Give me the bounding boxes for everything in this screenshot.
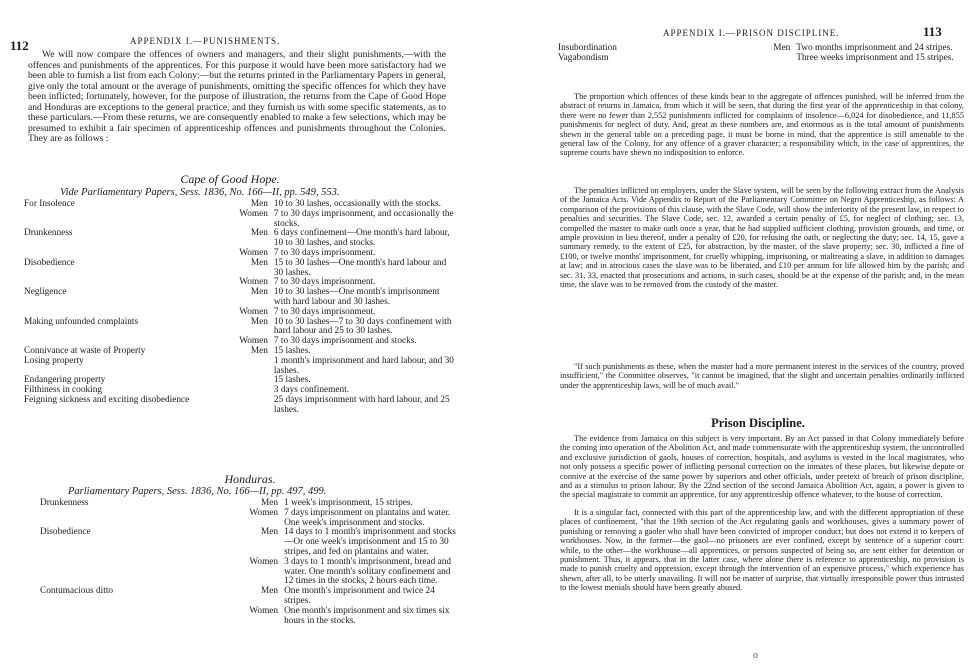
punishment-row	[40, 509, 460, 529]
offence-cell: Drunkenness	[40, 498, 89, 508]
punishment-row	[24, 288, 454, 308]
cape-source: Vide Parliamentary Papers, Sess. 1836, No. 166—II, pp. 549, 553.	[60, 187, 340, 198]
signature-mark: o	[753, 650, 758, 661]
sex-cell: Men	[261, 527, 279, 538]
punishment-cell: 15 lashes.	[273, 345, 311, 356]
sex-cell: Men	[250, 257, 268, 268]
offence-cell: Drunkenness	[24, 228, 73, 239]
offence-cell	[40, 558, 227, 587]
punishment-row	[40, 607, 460, 627]
punishment-cell: 14 days to 1 month's imprisonment and stocks—Or one week's imprisonment and 15 to 30 stripes, and fed on plantains and water.	[284, 527, 456, 557]
offence-cell: Contumacious ditto	[40, 586, 114, 597]
honduras-heading: Honduras.	[224, 472, 276, 486]
sex-cell: Men	[250, 287, 268, 298]
sex-cell: Men	[250, 199, 268, 209]
sex-cell: Women	[249, 556, 279, 567]
page-number-right: 113	[923, 24, 942, 39]
sex-cell: Men	[773, 43, 791, 53]
sex-cell	[215, 396, 274, 416]
sex-cell: Men	[250, 228, 268, 239]
honduras-table-body	[40, 499, 460, 626]
offence-cell	[24, 210, 215, 230]
offence-cell: Negligence	[24, 287, 67, 298]
punishment-cell: 3 days to 1 month's imprisonment, bread and water. One month's solitary confinement and 12 times in the stocks, 2 hours each time.	[284, 556, 452, 587]
offence-cell: Connivance at waste of Property	[24, 345, 146, 356]
offence-cell: Filthiness in cooking	[24, 385, 102, 396]
punishment-row	[40, 587, 460, 607]
punishment-cell: 6 days confinement—One month's hard labour, 10 to 30 lashes, and stocks.	[273, 228, 450, 249]
punishment-cell: 10 to 30 lashes—7 to 30 days confinement with hard labour and 25 to 30 lashes.	[273, 316, 452, 337]
sex-cell	[740, 54, 796, 64]
paragraph-4: The evidence from Jamaica on this subject is very important. By an Act passed in that Colony immediately before the coming into operation of the Abolition Act, and made commensurate with the apprenticeship system, the uncontrolled and exclusive jurisdiction of gaols, houses of correction, hospitals, and asylums is vested in the local magistrates, who not only possess a specific power of inflicting personal correction on the inmates of these places, but likewise depute or connive at the exercise of the same power by superiors and other officials, under pretext of breach of prison discipline, and as a stimulus to prison labour. By the 22nd section of the second Jamaica Abolition Act, again, a power is given to the special magistrate to commit an apprentice, for any apprenticeship offence whatever, to the house of correction.	[560, 434, 964, 500]
cape-table-body	[24, 200, 454, 416]
punishment-row	[24, 396, 454, 416]
sex-cell: Women	[239, 247, 268, 258]
offence-cell: Insubordination	[558, 43, 617, 53]
punishment-cell: 7 to 30 days imprisonment.	[273, 247, 376, 258]
punishment-row	[40, 558, 460, 587]
offence-cell: Disobedience	[24, 257, 75, 268]
running-head-right: APPENDIX I.—PRISON DISCIPLINE.	[663, 28, 840, 38]
sex-cell: Men	[250, 345, 268, 356]
punishment-row	[24, 318, 454, 338]
punishment-cell: Two months imprisonment and 24 stripes.	[796, 43, 953, 53]
sex-cell: Women	[239, 306, 268, 317]
sex-cell: Women	[239, 277, 268, 288]
sex-cell	[215, 376, 274, 386]
sex-cell: Women	[239, 336, 268, 347]
offence-cell	[40, 607, 227, 627]
offence-cell: Vagabondism	[558, 52, 609, 63]
punishment-cell: 10 to 30 lashes—One month's imprisonment with hard labour and 30 lashes.	[273, 287, 440, 307]
punishment-cell: 7 to 30 days imprisonment and stocks.	[273, 336, 417, 347]
punishment-row	[24, 357, 454, 377]
sex-cell	[215, 386, 274, 396]
prison-discipline-title: Prison Discipline.	[711, 416, 805, 430]
paragraph-1: The proportion which offences of these kinds bear to the aggregate of offences punished, will be inferred from the abstract of returns in Jamaica, from which it will be seen, that during the first year of the apprenticeship in that colony, there were no fewer than 2,552 punishments inflicted for complaints of insolence—6,024 for disobedience, and 11,855 punishments for neglect of duty. And, great as these numbers are, and enormous as is the total amount of punishments shewn in the general table on a preceding page, it must be borne in mind, that the apprentice is still amenable to the general law of the Colony, for any offence of a graver character; a responsibility which, in the case of apprentices, the supreme courts have shewn no indisposition to enforce.	[560, 92, 964, 158]
page-number-left: 112	[10, 38, 29, 53]
punishment-cell: 25 days imprisonment with hard labour, and 25 lashes.	[273, 394, 450, 415]
sex-cell: Women	[249, 507, 279, 518]
punishment-cell: 7 to 30 days imprisonment, and occasionally the stocks.	[273, 208, 454, 229]
top-table-body	[558, 44, 968, 64]
punishment-row	[24, 210, 454, 230]
offence-cell: Endangering property	[24, 375, 106, 386]
paragraph-5: It is a singular fact, connected with this part of the apprenticeship law, and with the different appropriation of these places of confinement, "that the 19th section of the Act regulating gaols and workhouses, gives a summary power of punishing or removing a gaoler who shall have been convicted of improper conduct; but does not extend it to keepers of workhouses. Now, in the former—the gaol—no prisoners are ever confined, except by sentence of a superior court: while, to the other—the workhouse—all apprentices, or persons suspected of being so, are sent either for detention or punishment. Thus, it appears, that in the latter case, where alone there is reference to apprenticeship, no provision is made to punish cruelty and oppression, except through the intervention of an expensive process," which experience has shewn, after all, to be utterly unavailing. It will not be matter of surprise, that virtually irresponsible power thus intrusted to the lowest menials should have been greatly abused.	[560, 508, 964, 593]
offence-cell: Losing property	[24, 355, 84, 366]
punishment-cell: 7 to 30 days imprisonment.	[273, 277, 376, 288]
cape-heading: Cape of Good Hope.	[180, 172, 280, 186]
punishment-cell: 1 month's imprisonment and hard labour, and 30 lashes.	[273, 355, 454, 376]
paragraph-3: "If such punishments as these, when the master had a more permanent interest in the services of the country, proved insufficient," the Committee observes, "it cannot be imagined, that the slight and uncertain penalties ordinarily inflicted under the apprenticeship laws, will be of much avail."	[560, 362, 964, 390]
honduras-source: Parliamentary Papers, Sess. 1836, No. 166—II, pp. 497, 499.	[68, 486, 327, 497]
punishment-cell: 7 to 30 days imprisonment.	[273, 306, 376, 317]
sex-cell: Men	[250, 316, 268, 327]
punishment-row	[40, 528, 460, 557]
punishment-cell: One month's imprisonment and six times six hours in the stocks.	[284, 605, 450, 626]
punishment-cell: One month's imprisonment and twice 24 stripes.	[284, 586, 435, 606]
punishment-row	[24, 229, 454, 249]
sex-cell	[215, 357, 274, 377]
punishment-cell: Three weeks imprisonment and 15 stripes.	[796, 52, 954, 63]
sex-cell: Men	[261, 498, 279, 508]
top-table	[558, 44, 968, 64]
sex-cell: Women	[249, 605, 279, 616]
punishment-cell: 10 to 30 lashes, occasionally with the stocks.	[273, 199, 441, 209]
book-gutter	[485, 0, 543, 671]
right-page	[548, 0, 980, 671]
offence-cell: Feigning sickness and exciting disobedience	[24, 394, 190, 405]
punishment-cell: 15 to 30 lashes—One month's hard labour and 30 lashes.	[273, 257, 447, 278]
offence-cell: Disobedience	[40, 527, 91, 538]
punishment-cell: 3 days confinement.	[273, 385, 350, 396]
punishment-row	[24, 259, 454, 279]
honduras-table	[40, 499, 460, 626]
intro-paragraph: We will now compare the offences of owners and managers, and their slight punishments,—with the offences and punishments of the apprentices. For this purpose it would have been more satisfactory had we been able to furnish a list from each Colony:—but the returns printed in the Parliamentary Papers in general, give only the total amount or the average of punishments, omitting the specific offences for which they have been inflicted; fortunately, however, for the purpose of illustration, the returns from the Cape of Good Hope and Honduras are exceptions to the general practice, and they furnish us with some specific statements, as to these particulars.—From these returns, we are consequently enabled to make a few selections, which may be presumed to exhibit a fair specimen of apprenticeship offences and punishments throughout the Colonies. They are as follows :	[28, 49, 446, 144]
left-page	[0, 0, 480, 671]
sex-cell: Men	[261, 586, 279, 597]
punishment-cell: 15 lashes.	[273, 375, 311, 386]
paragraph-2: The penalties inflicted on employers, under the Slave system, will be seen by the following extract from the Analysis of the Jamaica Acts. Vide Appendix to Report of the Parliamentary Committee on Negro Apprenticeship, as follows: A comparison of the provisions of this clause, with the Slave Code, will show the inferiority of the present law, in respect to penalties and securities. The Slave Code, sec. 12, awarded a certain penalty of £5, for neglect of clothing; sec. 13, compelled the master to make oath once a year, that he had supplied sufficient clothing, provision grounds, and time, or ample provision in lieu thereof, under a penalty of £20, for refusing the oath, or neglecting the duty; sec. 14, 15, gave a summary remedy, to the extent of £25, for abstraction, by the master, of the slave property; sec. 30, inflicted a fine of £100, or twelve months' imprisonment, for cruelly whipping, imprisoning, or maltreating a slave, in addition to damages at law; and in atrocious cases the slave was to be liberated, and £10 per annum for life allowed him by the parish; and sec. 31, 33, enacted that prosecutions and actions, in such cases, should be at the expense of the parish; and, in the mean time, the slave was to be removed from the custody of the master.	[560, 186, 964, 290]
sex-cell: Women	[239, 208, 268, 219]
punishment-cell: 7 days imprisonment on plantains and water. One week's imprisonment and stocks.	[284, 507, 451, 528]
punishment-cell: 1 week's imprisonment, 15 stripes.	[284, 498, 413, 508]
offence-cell: Making unfounded complaints	[24, 316, 139, 327]
running-head-left: APPENDIX I.—PUNISHMENTS.	[130, 36, 281, 46]
cape-table	[24, 200, 454, 416]
offence-cell	[40, 509, 227, 529]
punishment-row	[558, 54, 968, 64]
offence-cell: For Insolence	[24, 199, 75, 209]
